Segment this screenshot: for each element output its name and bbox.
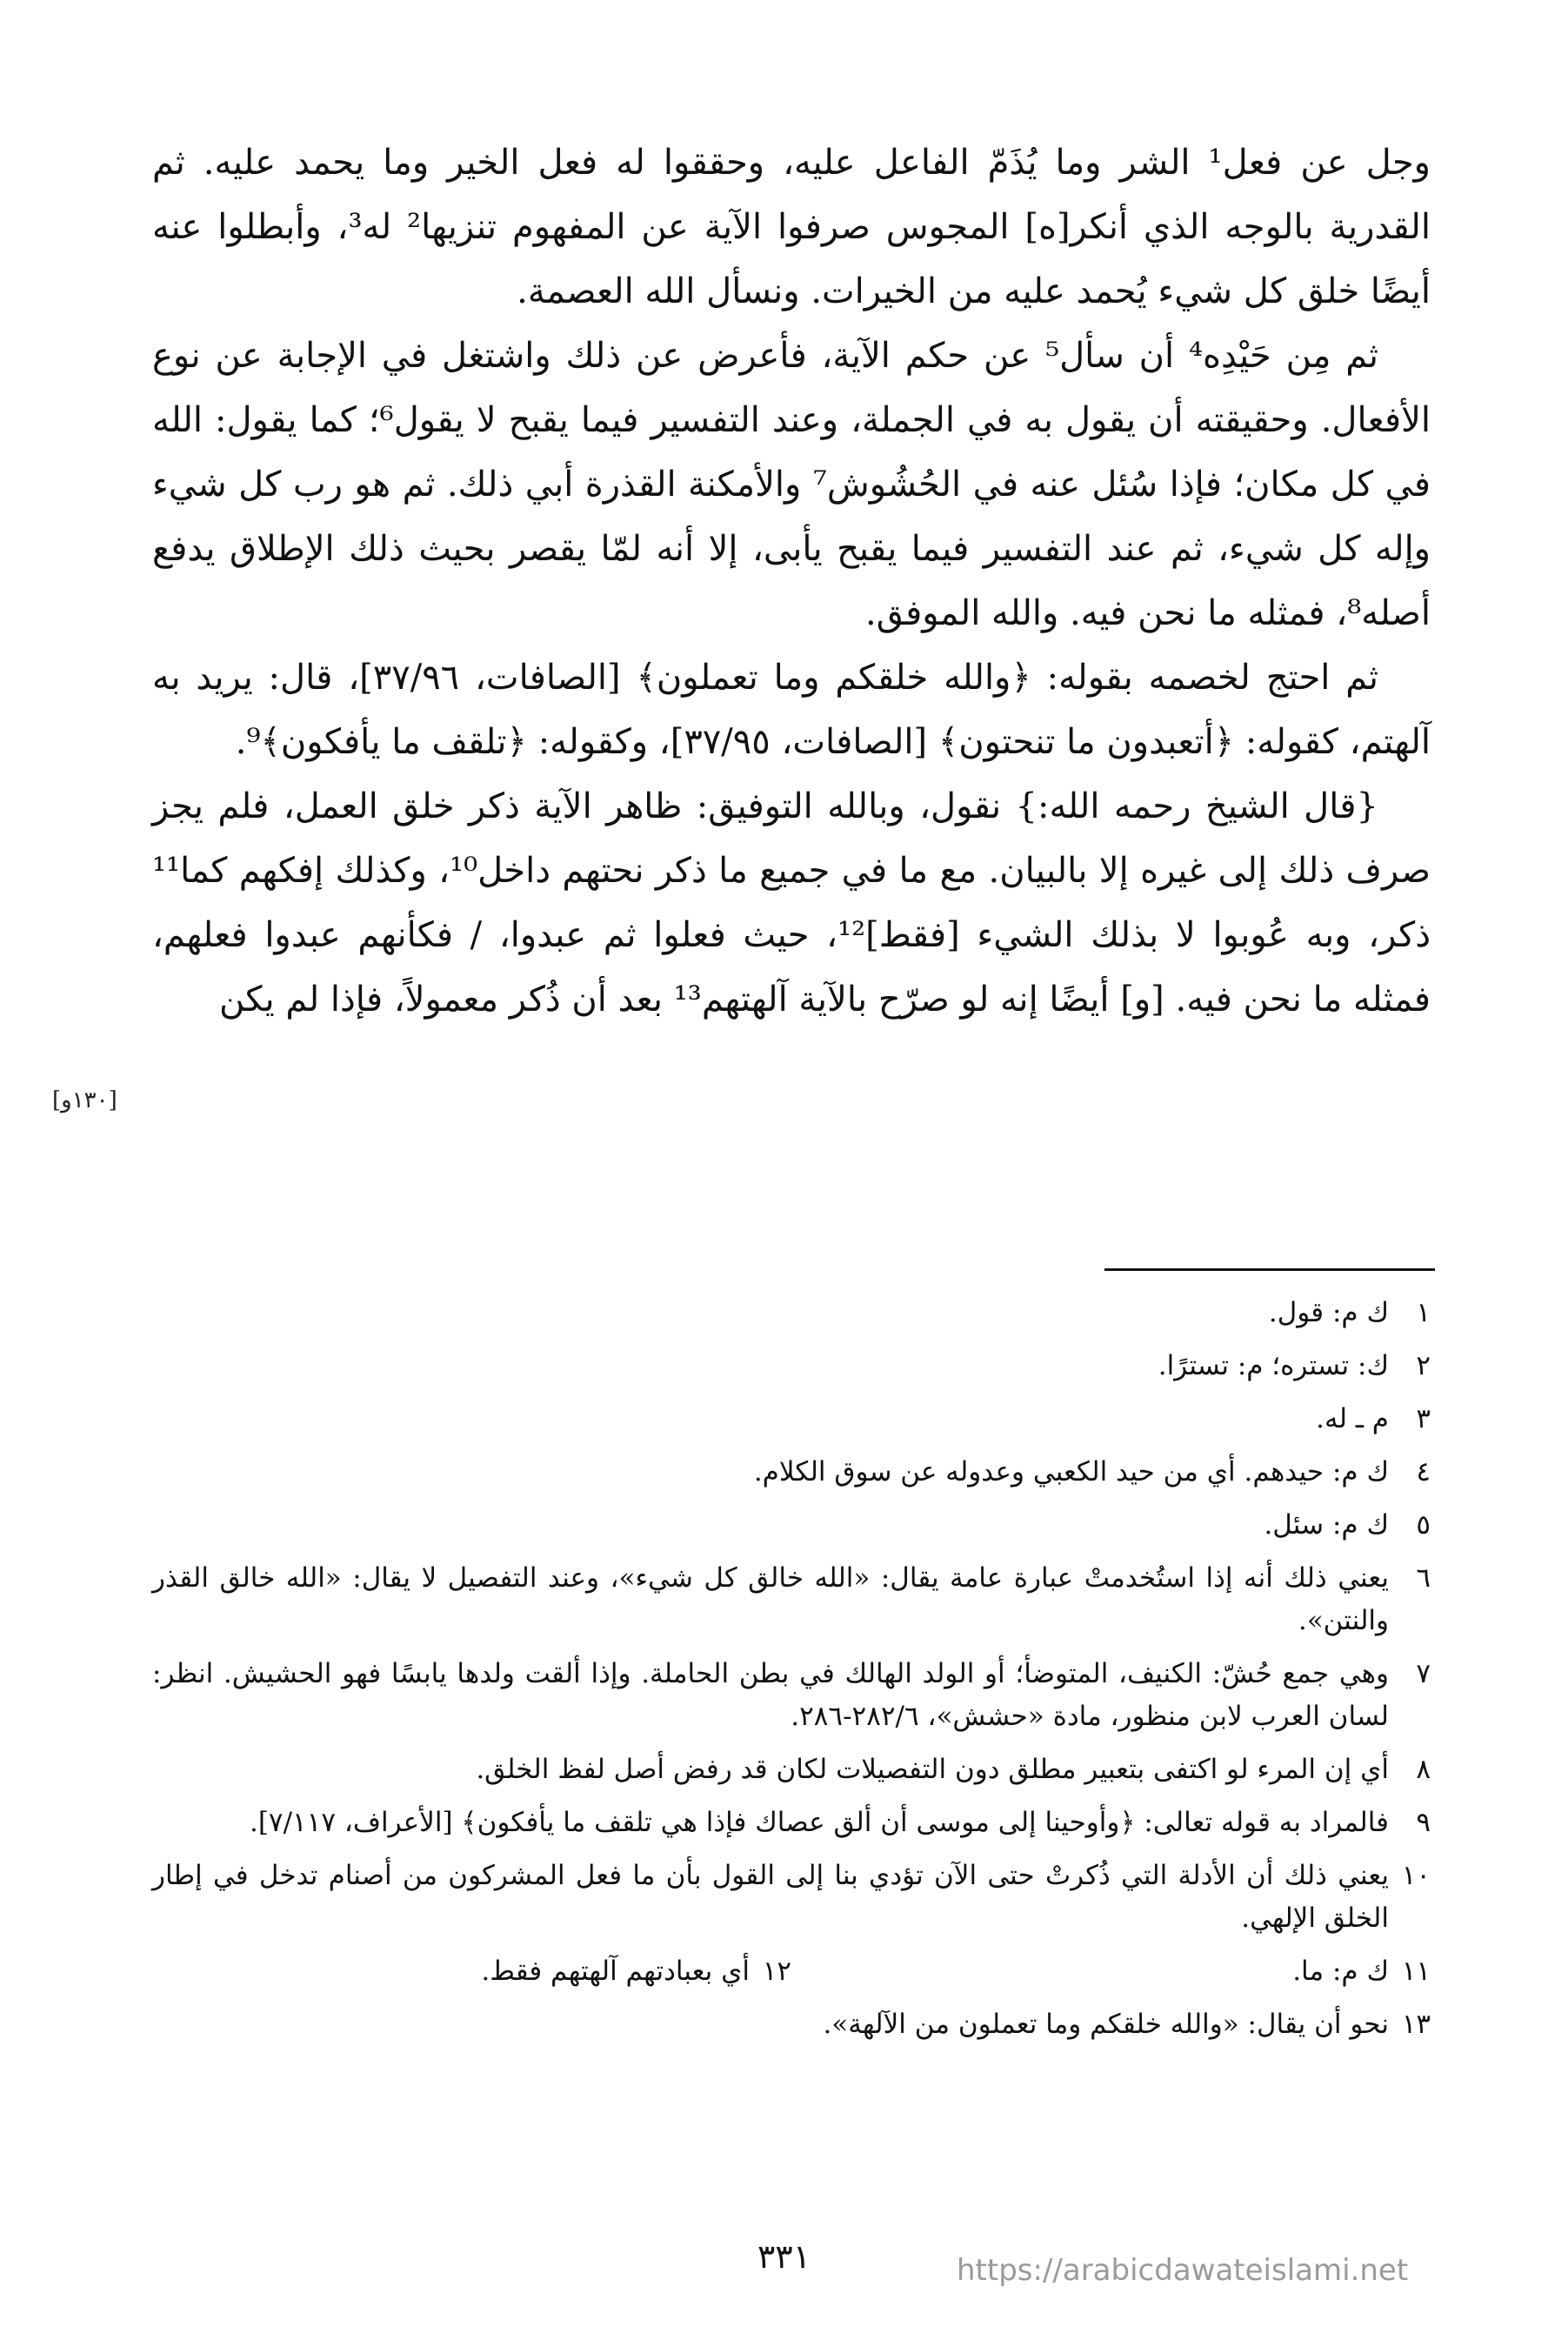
footnote-number: ١٠ [1401,1860,1431,1891]
footnote-text: ك م: حيدهم. أي من حيد الكعبي وعدوله عن سوق الكلام. [753,1456,1389,1488]
footnote [152,1451,1431,1494]
footnote-number: ١٢ [762,1956,791,1987]
paragraph-1: وجل عن فعل¹ الشر وما يُذَمّ الفاعل عليه، وحققوا له فعل الخير وما يحمد عليه. ثم القدرية بالوجه الذي أنكر[ه] المجوس صرفوا الآية عن المفهوم تنزيها² له³، وأبطلوا عنه أيضًا خلق كل شيء يُحمد عليه من الخيرات. ونسأل الله العصمة. [152,143,1431,311]
footnote [152,1345,1431,1388]
footnote [152,1398,1431,1441]
footnote [152,1653,1431,1738]
watermark-url: https://arabicdawateislami.net [957,2253,1409,2288]
footnote-text: يعني ذلك أن الأدلة التي ذُكرتْ حتى الآن تؤدي بنا إلى القول بأن ما فعل المشركون من أصنام تدخل في إطار الخلق الإلهي. [152,1860,1389,1934]
footnote-number: ١٣ [1401,2009,1431,2040]
footnote-number: ٣ [1416,1403,1431,1434]
footnote-text: ك م: سئل. [1264,1509,1389,1541]
footnote-text: أي بعبادتهم آلهتهم فقط. [481,1956,750,1987]
footnote-separator [1104,1268,1435,1271]
paragraph-2: ثم مِن حَيْدِه⁴ أن سأل⁵ عن حكم الآية، فأعرض عن ذلك واشتغل في الإجابة عن نوع الأفعال. وحقيقته أن يقول به في الجملة، وعند التفسير فيما يقبح لا يقول⁶؛ كما يقول: الله في كل مكان؛ فإذا سُئل عنه في الحُشُوش⁷ والأمكنة القذرة أبي ذلك. ثم هو رب كل شيء وإله كل شيء، ثم عند التفسير فيما يقبح يأبى، إلا أنه لمّا يقصر بحيث ذلك الإطلاق يدفع أصله⁸، فمثله ما نحن فيه. والله الموفق. [152,336,1431,633]
footnote-pair [152,1950,1431,1993]
footnote-number: ٢ [1416,1350,1431,1381]
footnote-text: م ـ له. [1316,1403,1389,1434]
footnote-text: فالمراد به قوله تعالى: ﴿وأوحينا إلى موسى أن ألق عصاك فإذا هي تلقف ما يأفكون﴾ [الأعراف، ٧/١١٧]. [249,1807,1389,1838]
footnote-number: ٤ [1416,1456,1431,1488]
footnote-text: وهي جمع حُشّ: الكنيف، المتوضأ؛ أو الولد الهالك في بطن الحاملة. وإذا ألقت ولدها يابسًا فهو الحشيش. انظر: لسان العرب لابن منظور، مادة «حشش»، ٢٨٢/٦-٢٨٦. [152,1658,1389,1732]
footnote [152,2003,1431,2046]
footnote [152,1749,1431,1791]
footnote-number: ٩ [1416,1807,1431,1838]
footnote-text: ك م: ما. [1292,1956,1389,1987]
page-number: ٣٣١ [757,2237,811,2276]
footnote [152,1802,1431,1844]
footnote-text: ك: تستره؛ م: تسترًا. [1158,1350,1389,1381]
footnote-text: ك م: قول. [1268,1297,1389,1328]
footnote [152,1950,791,1993]
footnote-number: ٧ [1416,1658,1431,1689]
paragraph-3: ثم احتج لخصمه بقوله: ﴿والله خلقكم وما تعملون﴾ [الصافات، ٣٧/٩٦]، قال: يريد به آلهتم، كقوله: ﴿أتعبدون ما تنحتون﴾ [الصافات، ٣٧/٩٥]، وكقوله: ﴿تلقف ما يأفكون﴾⁹. [152,658,1431,762]
footnote-text: نحو أن يقال: «والله خلقكم وما تعملون من الآلهة». [823,2009,1389,2040]
footnote [152,1557,1431,1642]
footnote-number: ١١ [1401,1956,1431,1987]
paragraph-4: {قال الشيخ رحمه الله:} نقول، وبالله التوفيق: ظاهر الآية ذكر خلق العمل، فلم يجز صرف ذلك إلى غيره إلا بالبيان. مع ما في جميع ما ذكر نحتهم داخل¹⁰، وكذلك إفكهم كما¹¹ ذكر، وبه عُوبوا لا بذلك الشيء [فقط]¹²، حيث فعلوا ثم عبدوا، / فكأنهم عبدوا فعلهم، فمثله ما نحن فيه. [و] أيضًا إنه لو صرّح بالآية آلهتهم¹³ بعد أن ذُكر معمولاً، فإذا لم يكن [152,786,1431,1020]
footnote-number: ١ [1416,1297,1431,1328]
footnote [152,1292,1431,1334]
main-text [152,130,1431,1032]
footnote-text: أي إن المرء لو اكتفى بتعبير مطلق دون التفصيلات لكان قد رفض أصل لفظ الخلق. [476,1754,1389,1785]
footnote [152,1504,1431,1547]
footnote-number: ٥ [1416,1509,1431,1541]
manuscript-folio-note: [١٣٠و] [52,1087,117,1113]
footnote-text: يعني ذلك أنه إذا استُخدمتْ عبارة عامة يقال: «الله خالق كل شيء»، وعند التفصيل لا يقال: «الله خالق القذر والنتن». [152,1562,1389,1636]
footnote [791,1950,1431,1993]
footnote-number: ٦ [1416,1562,1431,1594]
footnote-number: ٨ [1416,1754,1431,1785]
footnote [152,1855,1431,1940]
footnotes [152,1292,1431,2056]
